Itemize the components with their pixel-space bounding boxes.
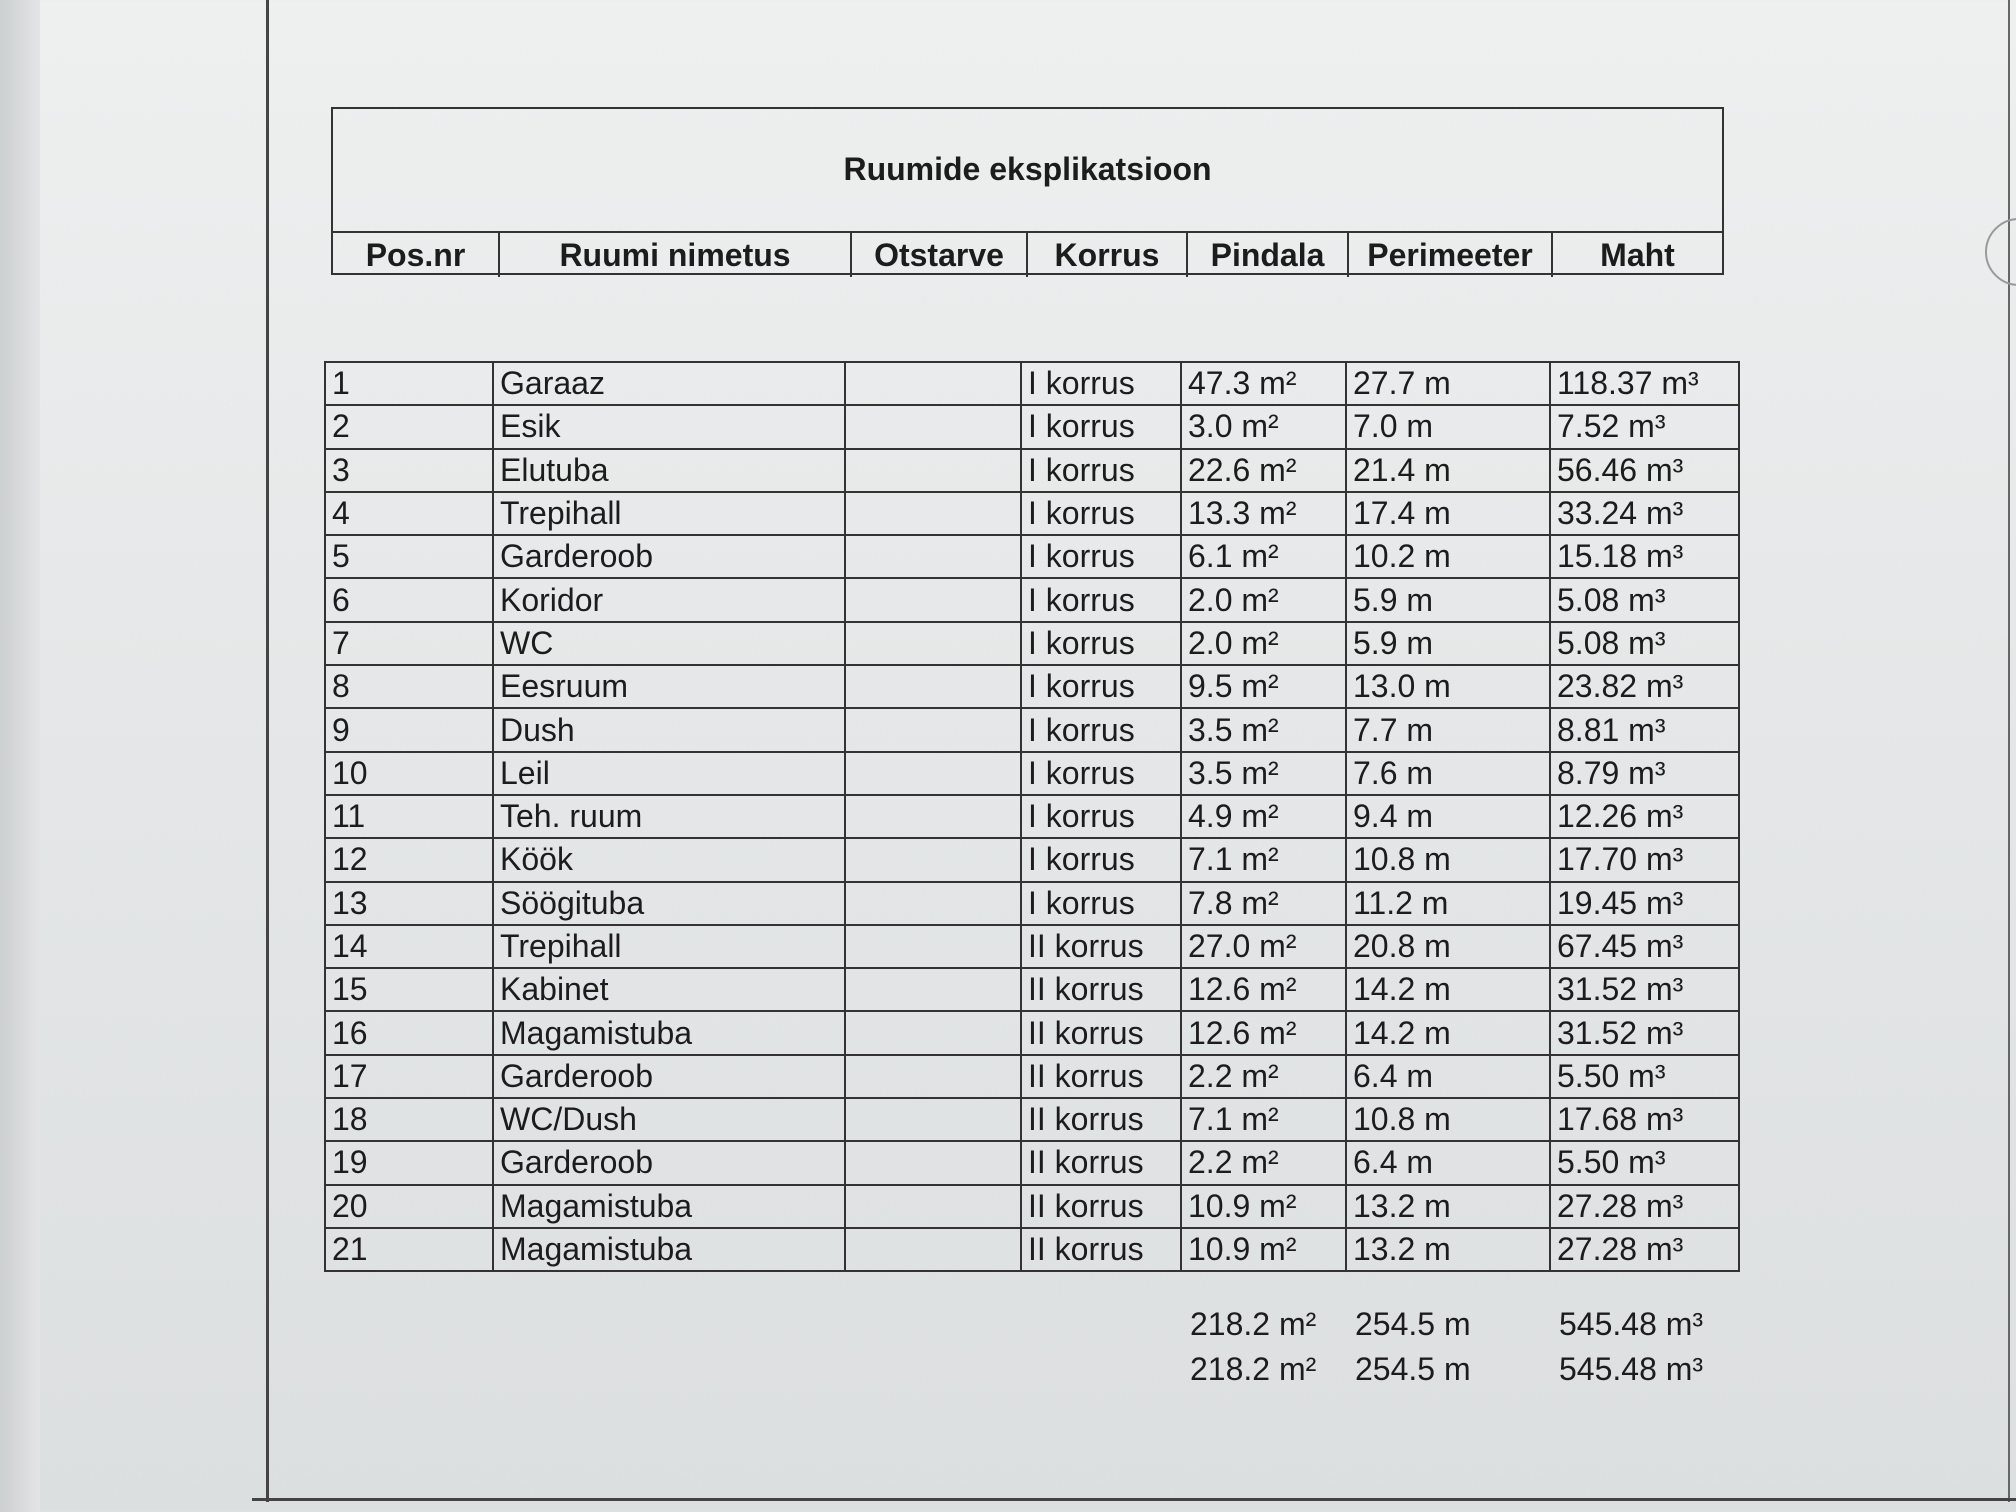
page-title: Ruumide eksplikatsioon [843, 151, 1212, 187]
cell-area: 9.5 m² [1181, 665, 1346, 708]
cell-perimeter: 7.0 m [1346, 405, 1550, 448]
cell-volume: 5.50 m³ [1550, 1055, 1739, 1098]
cell-room-name: Koridor [493, 578, 845, 621]
cell-perimeter: 10.8 m [1346, 838, 1550, 881]
table-row [325, 1098, 1739, 1141]
cell-volume: 5.08 m³ [1550, 622, 1739, 665]
cell-volume: 33.24 m³ [1550, 492, 1739, 535]
total-volume: 545.48 m³ [1559, 1306, 1704, 1342]
cell-pos: 9 [325, 708, 493, 751]
cell-room-name: Teh. ruum [493, 795, 845, 838]
cell-use [845, 1011, 1021, 1054]
table-row [325, 795, 1739, 838]
table-row [325, 968, 1739, 1011]
cell-perimeter: 14.2 m [1346, 968, 1550, 1011]
table-row [325, 535, 1739, 578]
cell-floor: I korrus [1021, 535, 1181, 578]
cell-room-name: Esik [493, 405, 845, 448]
cell-floor: II korrus [1021, 968, 1181, 1011]
cell-floor: I korrus [1021, 449, 1181, 492]
cell-room-name: Kabinet [493, 968, 845, 1011]
cell-pos: 14 [325, 925, 493, 968]
cell-area: 12.6 m² [1181, 1011, 1346, 1054]
cell-area: 13.3 m² [1181, 492, 1346, 535]
cell-volume: 27.28 m³ [1550, 1185, 1739, 1228]
cell-pos: 6 [325, 578, 493, 621]
cell-perimeter: 27.7 m [1346, 362, 1550, 405]
col-header-use: Otstarve [852, 233, 1028, 277]
cell-room-name: Köök [493, 838, 845, 881]
cell-use [845, 665, 1021, 708]
cell-use [845, 622, 1021, 665]
cell-perimeter: 7.7 m [1346, 708, 1550, 751]
cell-area: 27.0 m² [1181, 925, 1346, 968]
cell-room-name: Magamistuba [493, 1228, 845, 1271]
table-header-box [331, 107, 1724, 275]
cell-area: 2.2 m² [1181, 1141, 1346, 1184]
cell-floor: I korrus [1021, 795, 1181, 838]
cell-pos: 3 [325, 449, 493, 492]
cell-volume: 8.79 m³ [1550, 752, 1739, 795]
cell-use [845, 362, 1021, 405]
totals-row-1 [1190, 1306, 1730, 1343]
cell-perimeter: 13.2 m [1346, 1185, 1550, 1228]
cell-use [845, 1141, 1021, 1184]
cell-perimeter: 6.4 m [1346, 1141, 1550, 1184]
cell-perimeter: 17.4 m [1346, 492, 1550, 535]
cell-room-name: Elutuba [493, 449, 845, 492]
cell-pos: 11 [325, 795, 493, 838]
cell-volume: 8.81 m³ [1550, 708, 1739, 751]
cell-use [845, 1228, 1021, 1271]
cell-pos: 4 [325, 492, 493, 535]
total-volume: 545.48 m³ [1559, 1351, 1704, 1387]
col-header-pos: Pos.nr [333, 233, 500, 277]
cell-room-name: Garderoob [493, 535, 845, 578]
cell-floor: II korrus [1021, 1011, 1181, 1054]
cell-room-name: Trepihall [493, 925, 845, 968]
cell-use [845, 535, 1021, 578]
cell-volume: 15.18 m³ [1550, 535, 1739, 578]
cell-use [845, 968, 1021, 1011]
page-frame-left [266, 0, 269, 1502]
col-header-floor: Korrus [1028, 233, 1188, 277]
table-row [325, 622, 1739, 665]
cell-volume: 7.52 m³ [1550, 405, 1739, 448]
cell-room-name: WC/Dush [493, 1098, 845, 1141]
cell-room-name: Magamistuba [493, 1011, 845, 1054]
cell-perimeter: 13.0 m [1346, 665, 1550, 708]
cell-floor: I korrus [1021, 882, 1181, 925]
cell-area: 10.9 m² [1181, 1228, 1346, 1271]
col-header-volume: Maht [1600, 237, 1675, 273]
cell-floor: I korrus [1021, 665, 1181, 708]
cell-use [845, 492, 1021, 535]
total-area: 218.2 m² [1190, 1351, 1317, 1387]
total-perimeter: 254.5 m [1355, 1351, 1471, 1387]
cell-pos: 1 [325, 362, 493, 405]
cell-room-name: Magamistuba [493, 1185, 845, 1228]
cell-area: 3.0 m² [1181, 405, 1346, 448]
cell-volume: 67.45 m³ [1550, 925, 1739, 968]
cell-pos: 7 [325, 622, 493, 665]
cell-perimeter: 20.8 m [1346, 925, 1550, 968]
cell-volume: 31.52 m³ [1550, 1011, 1739, 1054]
cell-volume: 27.28 m³ [1550, 1228, 1739, 1271]
cell-use [845, 752, 1021, 795]
cell-perimeter: 10.8 m [1346, 1098, 1550, 1141]
cell-use [845, 578, 1021, 621]
cell-room-name: WC [493, 622, 845, 665]
cell-area: 7.8 m² [1181, 882, 1346, 925]
cell-perimeter: 14.2 m [1346, 1011, 1550, 1054]
cell-area: 7.1 m² [1181, 1098, 1346, 1141]
table-row [325, 362, 1739, 405]
paper-edge [0, 0, 40, 1512]
cell-floor: I korrus [1021, 578, 1181, 621]
cell-room-name: Trepihall [493, 492, 845, 535]
cell-use [845, 795, 1021, 838]
cell-floor: II korrus [1021, 1228, 1181, 1271]
cell-volume: 5.08 m³ [1550, 578, 1739, 621]
cell-perimeter: 9.4 m [1346, 795, 1550, 838]
cell-perimeter: 10.2 m [1346, 535, 1550, 578]
cell-floor: II korrus [1021, 1098, 1181, 1141]
cell-pos: 13 [325, 882, 493, 925]
rooms-table [324, 361, 1740, 1272]
cell-perimeter: 13.2 m [1346, 1228, 1550, 1271]
cell-pos: 21 [325, 1228, 493, 1271]
cell-volume: 17.68 m³ [1550, 1098, 1739, 1141]
cell-volume: 56.46 m³ [1550, 449, 1739, 492]
cell-pos: 16 [325, 1011, 493, 1054]
cell-area: 10.9 m² [1181, 1185, 1346, 1228]
cell-floor: I korrus [1021, 405, 1181, 448]
cell-pos: 2 [325, 405, 493, 448]
column-header-row [333, 231, 1722, 277]
table-row [325, 405, 1739, 448]
cell-room-name: Dush [493, 708, 845, 751]
cell-room-name: Garderoob [493, 1141, 845, 1184]
col-header-area: Pindala [1188, 233, 1349, 277]
cell-room-name: Söögituba [493, 882, 845, 925]
cell-area: 47.3 m² [1181, 362, 1346, 405]
cell-floor: I korrus [1021, 838, 1181, 881]
cell-volume: 12.26 m³ [1550, 795, 1739, 838]
cell-area: 3.5 m² [1181, 752, 1346, 795]
cell-area: 2.0 m² [1181, 578, 1346, 621]
table-row [325, 665, 1739, 708]
cell-use [845, 1098, 1021, 1141]
table-row [325, 752, 1739, 795]
binder-hole [1985, 218, 2016, 286]
page-frame-bottom [252, 1498, 2016, 1501]
cell-pos: 15 [325, 968, 493, 1011]
table-row [325, 708, 1739, 751]
cell-area: 2.2 m² [1181, 1055, 1346, 1098]
cell-pos: 10 [325, 752, 493, 795]
cell-floor: II korrus [1021, 1185, 1181, 1228]
cell-floor: II korrus [1021, 1141, 1181, 1184]
cell-area: 22.6 m² [1181, 449, 1346, 492]
col-header-name: Ruumi nimetus [500, 233, 852, 277]
cell-floor: I korrus [1021, 752, 1181, 795]
table-row [325, 838, 1739, 881]
cell-volume: 31.52 m³ [1550, 968, 1739, 1011]
cell-use [845, 882, 1021, 925]
table-row [325, 1011, 1739, 1054]
cell-pos: 12 [325, 838, 493, 881]
total-area: 218.2 m² [1190, 1306, 1317, 1342]
cell-use [845, 405, 1021, 448]
cell-room-name: Eesruum [493, 665, 845, 708]
table-row [325, 1141, 1739, 1184]
cell-volume: 23.82 m³ [1550, 665, 1739, 708]
col-header-perimeter: Perimeeter [1349, 233, 1553, 277]
cell-area: 6.1 m² [1181, 535, 1346, 578]
cell-room-name: Leil [493, 752, 845, 795]
cell-use [845, 449, 1021, 492]
total-perimeter: 254.5 m [1355, 1306, 1471, 1342]
cell-area: 2.0 m² [1181, 622, 1346, 665]
cell-floor: I korrus [1021, 622, 1181, 665]
table-row [325, 492, 1739, 535]
cell-volume: 118.37 m³ [1550, 362, 1739, 405]
cell-perimeter: 6.4 m [1346, 1055, 1550, 1098]
cell-pos: 20 [325, 1185, 493, 1228]
cell-perimeter: 11.2 m [1346, 882, 1550, 925]
cell-use [845, 925, 1021, 968]
cell-volume: 19.45 m³ [1550, 882, 1739, 925]
cell-area: 12.6 m² [1181, 968, 1346, 1011]
cell-volume: 17.70 m³ [1550, 838, 1739, 881]
cell-pos: 17 [325, 1055, 493, 1098]
table-row [325, 1055, 1739, 1098]
cell-floor: II korrus [1021, 1055, 1181, 1098]
cell-pos: 5 [325, 535, 493, 578]
cell-perimeter: 7.6 m [1346, 752, 1550, 795]
cell-volume: 5.50 m³ [1550, 1141, 1739, 1184]
cell-floor: I korrus [1021, 708, 1181, 751]
cell-use [845, 708, 1021, 751]
table-row [325, 1185, 1739, 1228]
table-row [325, 578, 1739, 621]
cell-area: 4.9 m² [1181, 795, 1346, 838]
cell-floor: II korrus [1021, 925, 1181, 968]
cell-pos: 18 [325, 1098, 493, 1141]
cell-area: 3.5 m² [1181, 708, 1346, 751]
table-row [325, 449, 1739, 492]
cell-use [845, 1055, 1021, 1098]
table-row [325, 925, 1739, 968]
cell-area: 7.1 m² [1181, 838, 1346, 881]
cell-use [845, 838, 1021, 881]
cell-perimeter: 21.4 m [1346, 449, 1550, 492]
cell-room-name: Garderoob [493, 1055, 845, 1098]
cell-perimeter: 5.9 m [1346, 622, 1550, 665]
cell-use [845, 1185, 1021, 1228]
table-row [325, 882, 1739, 925]
cell-perimeter: 5.9 m [1346, 578, 1550, 621]
table-row [325, 1228, 1739, 1271]
cell-floor: I korrus [1021, 362, 1181, 405]
cell-room-name: Garaaz [493, 362, 845, 405]
cell-floor: I korrus [1021, 492, 1181, 535]
cell-pos: 8 [325, 665, 493, 708]
totals-row-2 [1190, 1351, 1730, 1388]
cell-pos: 19 [325, 1141, 493, 1184]
